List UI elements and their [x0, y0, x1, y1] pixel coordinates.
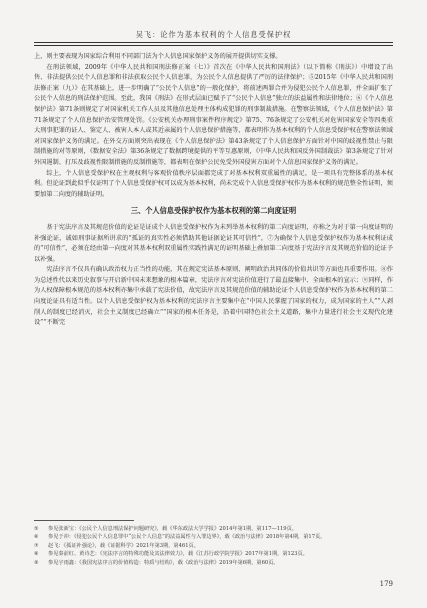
footnote-mark: ⑤: [34, 526, 39, 532]
paragraph: 基于宪法序言及其规范价值的论证是证成个人信息受保护权作为未列举基本权利的第二向度证明，亦称之为对于第一向度证明的补强论证，诚如刑事证据所讲求的“孤证的真实性必须借助其他证据论证其可信性”，⑦为确保个人信息受保护权作为基本权利证成的“可信性”，必须在经由第一向度对其基本权利双重属性实践性满足的证明基础上叠加第二向度基于宪法序言及其规范价值的论证予以补强。: [34, 223, 394, 263]
footnote-rule: [34, 520, 134, 521]
footnote: [34, 525, 393, 533]
header-rule-thick: [34, 42, 393, 43]
page-number: 179: [379, 580, 393, 588]
footnote: [34, 542, 393, 550]
footnote-text: 参见张新宝：《公民个人信息刑法保护问题研究》，载《华东政法大学学报》2014年第1期，第117—119页。: [48, 526, 297, 532]
footnotes: [34, 520, 393, 567]
paragraph: 在刑法领域，2009年《中华人民共和国刑法修正案（七）》首次在《中华人民共和国刑法》（以下简称《刑法》）中增设了出售、非法提供公民个人信息罪和非法获取公民个人信息罪，为公民个人信息提供了严厉的法律保护；⑤2015年《中华人民共和国刑法修正案（九）》在其基础上，进一步明确了“公民个人信息”的一般化保护，将前述两罪合并为侵犯公民个人信息罪，并全面扩张了公民个人信息的刑法保护范围。至此，我国《刑法》在形式层面已赋予了“公民个人信息”独立的法益属性和法律地位；⑥《个人信息保护法》第71条则规定了对国家机关工作人员及其他信息处理主体构成犯罪的刑事制裁措施。在警察法领域，《个人信息保护法》第71条规定了个人信息保护治安管理处罚。《公安机关办理刑事案件程序规定》第75、76条规定了公安机关对危害国家安全等四类重大刑事犯罪的证人、鉴定人、被害人本人或其近亲属的个人信息保护措施等，都表明作为基本权利的个人信息受保护权在警察法领域对国家保护义务的满足。在外交方面则突出表现在《个人信息保护法》第43条规定了个人信息保护方面针对中国的歧视性禁止与限制措施的对等原则，《数据安全法》第36条规定了数据跨境提供的平等互惠原则，《中华人民共和国反外国制裁法》第3条规定了针对外国遏制、打压及歧视性限制措施的反制措施等，都表明在保护公民免受外国侵害方面对个人信息国家保护义务的满足。: [34, 63, 394, 166]
footnote-text: 参见于冲：《侵犯公民个人信息罪中“公民个人信息”的法益属性与入罪边界》，载《政治与法律》2018年第4期，第17页。: [48, 534, 326, 541]
paragraph: 上，则主要表现为国家综合利用不同部门法为个人信息国家保护义务的展开提供切实支撑。: [34, 53, 282, 60]
paragraph: 综上，个人信息受保护权在主观权利与客观价值秩序层面都完成了对基本权利双重属性的满足，是一项具有完整体系的基本权利。但论证到此似乎仅证明了个人信息受保护权可以成为基本权利，尚未完成个人信息受保护权作为基本权利的规范整全性证明，须要加第二向度的辅助证明。: [34, 169, 393, 198]
footnote: [34, 533, 393, 541]
footnote-text: 参见宇雨鑫：《我国宪法序言的价值构造：特质与结构》，载《政治与法律》2019年第6期，第60页。: [48, 559, 279, 566]
paragraph: 宪法序言不仅具有确认政治权力正当性的功能，其在规定宪法基本原则、阐明政治共同体的价值共识等方面也具重要作用。⑧作为总述性代以来历史叙事与开启新中国未来想象的根本篇章，宪法序言对宪法价值进行了最直接集中、全面根本的宣示；⑨同样，作为人权保障根本规范的基本权利亦集中承载了宪法价值，故宪法序言及其规范价值的辅助论证个人信息受保护权作为基本权利的第二向度论证具有适当性。以个人信息受保护权为基本权利的宪法序言主要集中在“中国人民掌握了国家的权力，成为国家的主人”“人剥削人的制度已经消灭，社会主义制度已经确立”“国家的根本任务是，沿着中国特色社会主义道路，集中力量进行社会主义现代化建设”“不断完: [34, 266, 393, 327]
footnote-mark: ⑨: [34, 559, 39, 566]
footnote: [34, 550, 393, 558]
footnote-text: 赵飞：《孤证补强论》，载《证据科学》2021年第3期，第461页。: [48, 542, 199, 549]
footnote-mark: ⑦: [34, 542, 39, 549]
footnote-mark: ⑧: [34, 551, 39, 558]
footnote-mark: ⑥: [34, 534, 39, 541]
header-rule-thin: [34, 45, 393, 46]
footnote-text: 参见秦前红、黄诗艺：《宪法序言的特殊功能及其法律效力》，载《江苏行政学院学报》2017年第1期，第123页。: [48, 551, 308, 558]
running-header: 吴飞：论作为基本权利的个人信息受保护权: [135, 30, 292, 39]
footnote: [34, 559, 393, 567]
body-text: [34, 52, 393, 329]
section-heading: 三、个人信息受保护权作为基本权利的第二向度证明: [130, 206, 297, 216]
